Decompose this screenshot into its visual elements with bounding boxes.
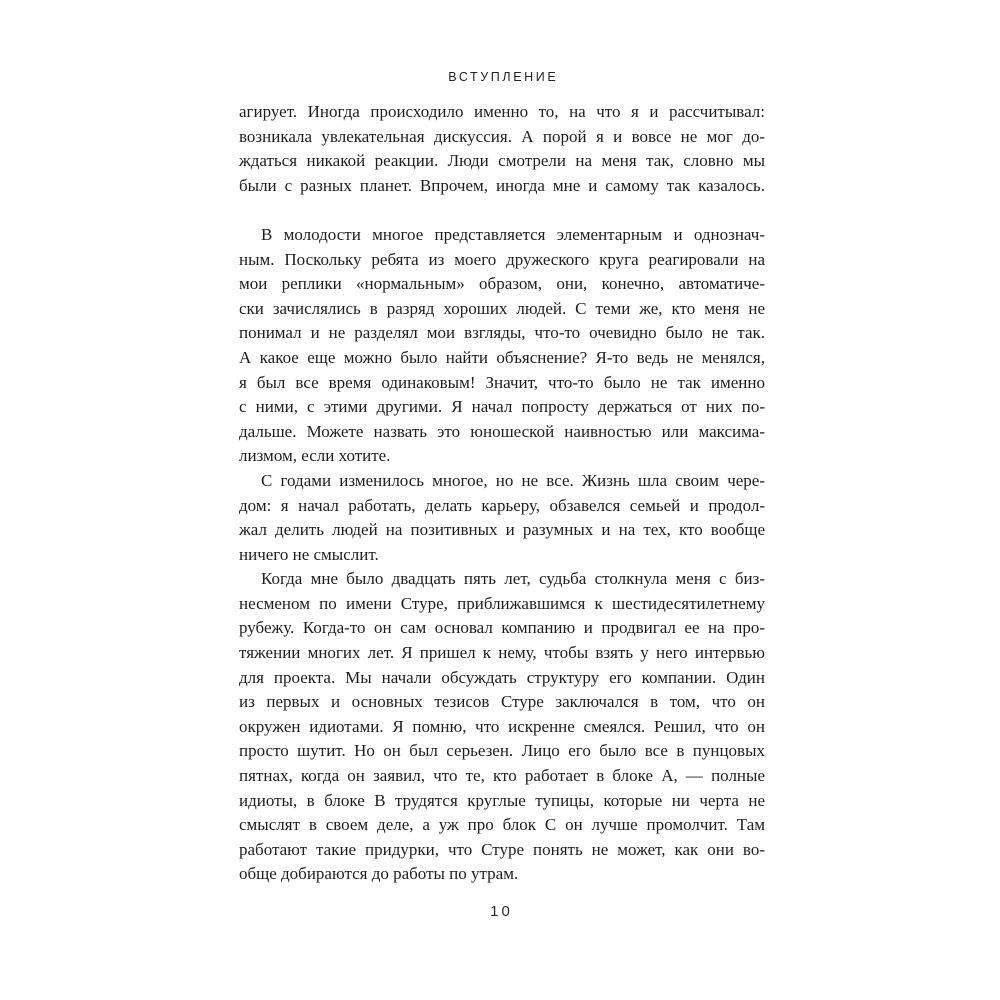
- text-line: агирует. Иногда происходило именно то, на что я и рассчитывал:: [239, 102, 765, 121]
- text-line: из первых и основных тезисов Стуре заключался в том, что он: [239, 692, 765, 712]
- text-line: А какое еще можно было найти объяснение? Я-то ведь не менялся,: [239, 347, 765, 367]
- text-line: пятнах, когда он заявил, что те, кто работает в блоке А, — полные: [239, 766, 765, 786]
- text-line: понимал и не разделял мои взгляды, что-то очевидно было не так.: [239, 323, 765, 343]
- text-line: ждаться никакой реакции. Люди смотрели на меня так, словно мы: [239, 151, 765, 171]
- text-line: смыслят в своем деле, а уж про блок С он лучше промолчит. Там: [239, 815, 765, 835]
- text-line: дом: я начал работать, делать карьеру, обзавелся семьей и продол-: [239, 495, 765, 515]
- text-line: С годами изменилось многое, но не все. Жизнь шла своим чере-: [261, 470, 765, 490]
- paragraph: [239, 100, 765, 198]
- text-line: были с разных планет. Впрочем, иногда мне и самому так казалось.: [239, 175, 765, 195]
- text-line: возникала увлекательная дискуссия. А порой я и вовсе не мог до-: [239, 126, 765, 146]
- text-block: [239, 100, 765, 887]
- text-line: Когда мне было двадцать пять лет, судьба столкнула меня с биз-: [261, 569, 765, 589]
- text-line: рубежу. Когда-то он сам основал компанию и продвигал ее на про-: [239, 618, 765, 638]
- paragraph: [239, 567, 765, 887]
- text-line: для проекта. Мы начали обсуждать структуру его компании. Один: [239, 667, 765, 687]
- page-number: 10: [490, 903, 513, 920]
- text-line: несменом по имени Стуре, приближавшимся к шестидесятилетнему: [239, 593, 765, 613]
- text-line: дальше. Можете назвать это юношеской наивностью или максима-: [239, 421, 765, 441]
- text-line: мои реплики «нормальным» образом, они, конечно, автоматиче-: [239, 274, 765, 294]
- running-head: ВСТУПЛЕНИЕ: [448, 70, 559, 84]
- text-line: ски зачислялись в разряд хороших людей. С теми же, кто меня не: [239, 298, 765, 318]
- text-line: ным. Поскольку ребята из моего дружеского круга реагировали на: [239, 249, 765, 269]
- text-line: окружен идиотами. Я помню, что искренне смеялся. Решил, что он: [239, 716, 765, 736]
- text-line: В молодости многое представляется элементарным и однознач-: [261, 224, 765, 244]
- text-line: тяжении многих лет. Я пришел к нему, чтобы взять у него интервью: [239, 643, 765, 663]
- text-line: с ними, с этими другими. Я начал попросту держаться от них по-: [239, 397, 765, 417]
- text-line: лизмом, если хотите.: [239, 446, 391, 466]
- text-line: идиоты, в блоке В трудятся круглые тупицы, которые ни черта не: [239, 790, 765, 810]
- text-line: я был все время одинаковым! Значит, что-то было не так именно: [239, 372, 765, 392]
- paragraph: [239, 469, 765, 567]
- text-line: просто шутит. Но он был серьезен. Лицо его было все в пунцовых: [239, 741, 765, 761]
- text-line: обще добираются до работы по утрам.: [239, 864, 519, 884]
- text-line: жал делить людей на позитивных и разумных и на тех, кто вообще: [239, 520, 765, 540]
- text-line: работают такие придурки, что Стуре понять не может, как они во-: [239, 839, 765, 859]
- paragraph: [239, 223, 765, 469]
- text-line: ничего не смыслит.: [239, 544, 379, 564]
